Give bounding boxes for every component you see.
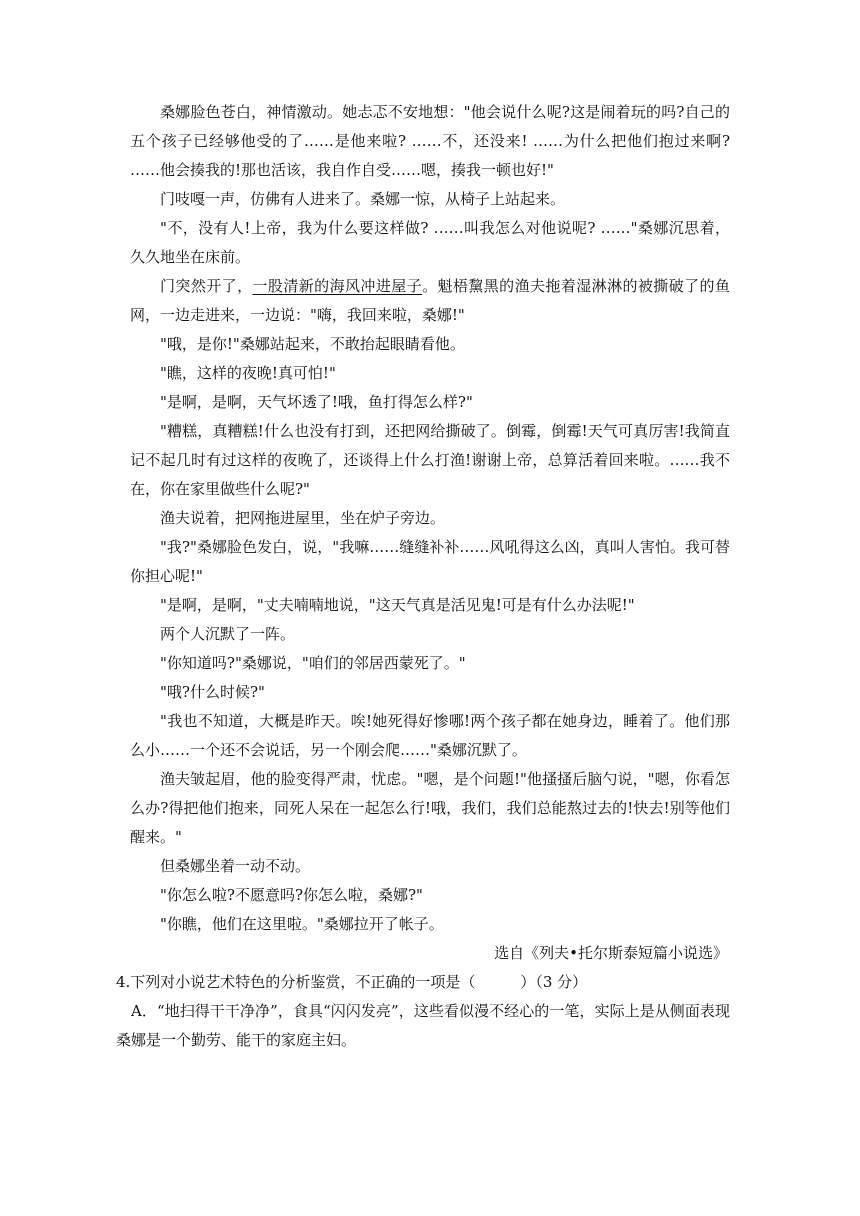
paragraph-9: 渔夫说着，把网拖进屋里，坐在炉子旁边。 <box>160 509 446 527</box>
paragraph-10: "我?"桑娜脸色发白，说，"我嘛……缝缝补补……风吼得这么凶，真叫人害怕。我可替你担心呢!" <box>130 538 730 585</box>
paragraph-8: "糟糕，真糟糕!什么也没有打到，还把网给撕破了。倒霉，倒霉!天气可真厉害!我简直记不起几时有过这样的夜晚了，还谈得上什么打渔!谢谢上帝，总算活着回来啦。……我不在，你在家里做些什么呢?" <box>130 422 730 498</box>
paragraph-6: "瞧，这样的夜晚!真可怕!" <box>160 364 336 382</box>
paragraph-4-end: 。魁梧黧黑的渔夫拖着湿淋淋的被撕破了的鱼网，一边走进来，一边说："嗨，我回来啦，桑娜!" <box>130 277 730 324</box>
paragraph-1: 桑娜脸色苍白，神情激动。她忐忑不安地想："他会说什么呢?这是闹着玩的吗?自己的五个孩子已经够他受的了……是他来啦? ……不，还没来! ……为什么把他们抱过来啊? ……他会揍我的!那也活该，我自作自受……嗯，揍我一顿也好!" <box>130 103 730 179</box>
document-body <box>116 98 730 1055</box>
paragraph-7: "是啊，是啊，天气坏透了!哦，鱼打得怎么样?" <box>160 393 473 411</box>
paragraph-4 <box>130 272 730 330</box>
option-a: A．“地扫得干干净净”，食具“闪闪发亮”，这些看似漫不经心的一笔，实际上是从侧面表现桑娜是一个勤劳、能干的家庭主妇。 <box>116 1002 730 1049</box>
paragraph-12: 两个人沉默了一阵。 <box>160 625 296 643</box>
paragraph-3: "不，没有人!上帝，我为什么要这样做? ……叫我怎么对他说呢? ……"桑娜沉思着，久久地坐在床前。 <box>130 219 730 266</box>
paragraph-16: 渔夫皱起眉，他的脸变得严肃，忧虑。"嗯，是个问题!"他搔搔后脑勺说，"嗯，你看怎么办?得把他们抱来，同死人呆在一起怎么行!哦，我们，我们总能熬过去的!快去!别等他们醒来。" <box>130 770 730 846</box>
paragraph-19: "你瞧，他们在这里啦。"桑娜拉开了帐子。 <box>160 915 444 933</box>
paragraph-4-start: 门突然开了， <box>160 277 253 295</box>
paragraph-15: "我也不知道，大概是昨天。唉!她死得好惨哪!两个孩子都在她身边，睡着了。他们那么小……一个还不会说话，另一个刚会爬……"桑娜沉默了。 <box>130 712 730 759</box>
paragraph-17: 但桑娜坐着一动不动。 <box>160 857 311 875</box>
question-stem: 4.下列对小说艺术特色的分析鉴赏，不正确的一项是（ ）（3 分） <box>116 973 588 991</box>
paragraph-13: "你知道吗?"桑娜说，"咱们的邻居西蒙死了。" <box>160 654 466 672</box>
underlined-phrase: 一股清新的海风冲进屋子 <box>252 277 423 295</box>
paragraph-5: "哦，是你!"桑娜站起来，不敢抬起眼睛看他。 <box>160 335 465 353</box>
source-attribution: 选自《列夫•托尔斯泰短篇小说选》 <box>494 944 728 962</box>
paragraph-11: "是啊，是啊，"丈夫喃喃地说，"这天气真是活见鬼!可是有什么办法呢!" <box>160 596 635 614</box>
paragraph-2: 门吱嘎一声，仿佛有人进来了。桑娜一惊，从椅子上站起来。 <box>160 190 566 208</box>
paragraph-14: "哦?什么时候?" <box>160 683 265 701</box>
paragraph-18: "你怎么啦?不愿意吗?你怎么啦，桑娜?" <box>160 886 423 904</box>
